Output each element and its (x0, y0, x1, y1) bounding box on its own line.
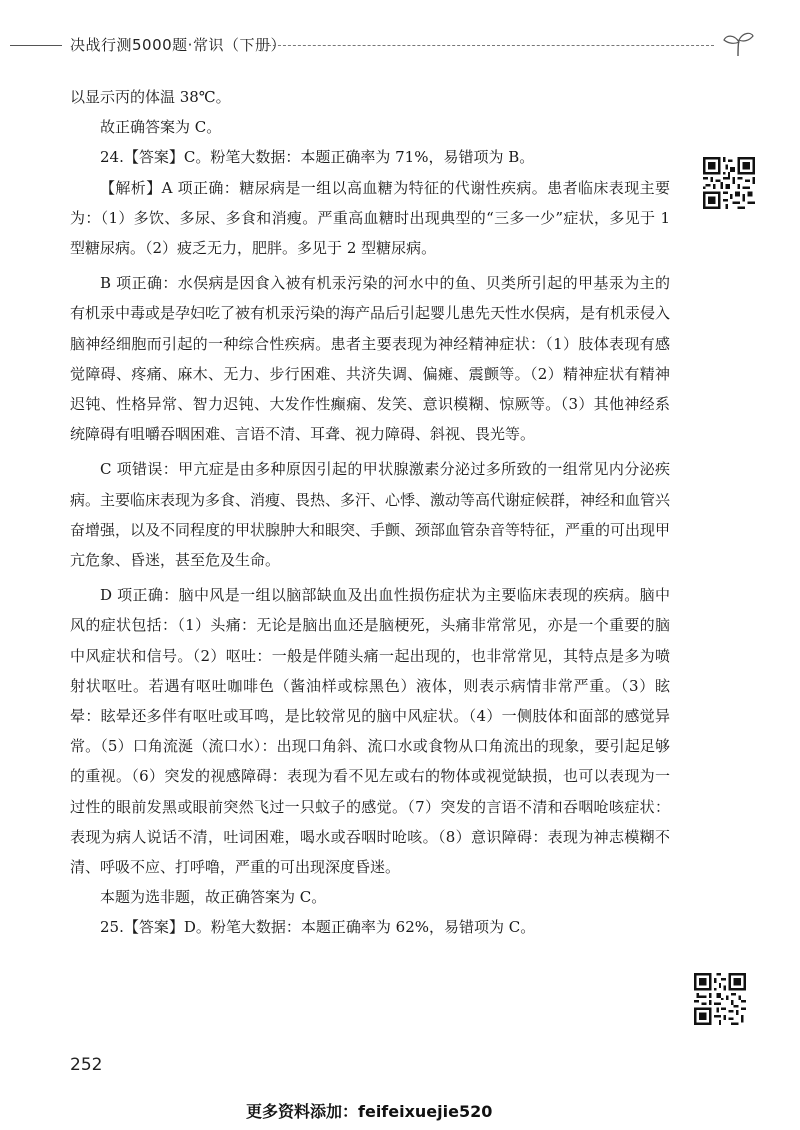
analysis-option-b: B 项正确：水俣病是因食入被有机汞污染的河水中的鱼、贝类所引起的甲基汞为主的有机汞中毒或是孕妇吃了被有机汞污染的海产品后引起婴儿患先天性水俣病，是有机汞侵入脑神经细胞而引起的一种综合性疾病。患者主要表现为神经精神症状：（1）肢体表现有感觉障碍、疼痛、麻木、无力、步行困难、共济失调、偏瘫、震颤等。（2）精神症状有精神迟钝、性格异常、智力迟钝、大发作性癫痫、发笑、意识模糊、惊厥等。（3）其他神经系统障碍有咀嚼吞咽困难、言语不清、耳聋、视力障碍、斜视、畏光等。 (70, 274, 671, 444)
page-number: 252 (70, 1055, 103, 1075)
header-rule-right (268, 45, 714, 46)
text-line: 故正确答案为 C。 (100, 118, 222, 137)
answer-24-heading: 24.【答案】C。粉笔大数据：本题正确率为 71%，易错项为 B。 (100, 148, 535, 167)
page-header (0, 28, 800, 68)
answer-explanations (70, 82, 670, 943)
header-rule-left (10, 45, 62, 46)
analysis-option-a: 【解析】A 项正确：糖尿病是一组以高血糖为特征的代谢性疾病。患者临床表现主要为：（1）多饮、多尿、多食和消瘦。严重高血糖时出现典型的“三多一少”症状，多见于 1 型糖尿病。（2）疲乏无力，肥胖。多见于 2 型糖尿病。 (70, 178, 670, 258)
qr-code-icon (703, 157, 755, 209)
analysis-option-d: D 项正确：脑中风是一组以脑部缺血及出血性损伤症状为主要临床表现的疾病。脑中风的症状包括：（1）头痛：无论是脑出血还是脑梗死，头痛非常常见，亦是一个重要的脑中风症状和信号。（2）呕吐：一般是伴随头痛一起出现的，也非常常见，其特点是多为喷射状呕吐。若遇有呕吐咖啡色（酱油样或棕黑色）液体，则表示病情非常严重。（3）眩晕：眩晕还多伴有呕吐或耳鸣，是比较常见的脑中风症状。（4）一侧肢体和面部的感觉异常。（5）口角流涎（流口水）：出现口角斜、流口水或食物从口角流出的现象，要引起足够的重视。（6）突发的视感障碍：表现为看不见左或右的物体或视觉缺损，也可以表现为一过性的眼前发黑或眼前突然飞过一只蚊子的感觉。（7）突发的言语不清和吞咽呛咳症状：表现为病人说话不清，吐词困难，喝水或吞咽时呛咳。（8）意识障碍：表现为神志模糊不清、呼吸不应、打呼噜，严重的可出现深度昏迷。 (70, 586, 670, 877)
qr-code-icon (694, 973, 746, 1025)
footer-contact-note: 更多资料添加：feifeixuejie520 (246, 1102, 493, 1121)
conclusion-line: 本题为选非题，故正确答案为 C。 (100, 888, 327, 907)
sprout-icon (718, 30, 758, 58)
analysis-option-c: C 项错误：甲亢症是由多种原因引起的甲状腺激素分泌过多所致的一组常见内分泌疾病。主要临床表现为多食、消瘦、畏热、多汗、心悸、激动等高代谢症候群，神经和血管兴奋增强，以及不同程度的甲状腺肿大和眼突、手颤、颈部血管杂音等特征，严重的可出现甲亢危象、昏迷，甚至危及生命。 (70, 460, 671, 570)
header-title: 决战行测5000题·常识（下册） (70, 36, 286, 54)
answer-25-heading: 25.【答案】D。粉笔大数据：本题正确率为 62%，易错项为 C。 (100, 918, 536, 937)
text-line: 以显示丙的体温 38℃。 (70, 88, 231, 106)
